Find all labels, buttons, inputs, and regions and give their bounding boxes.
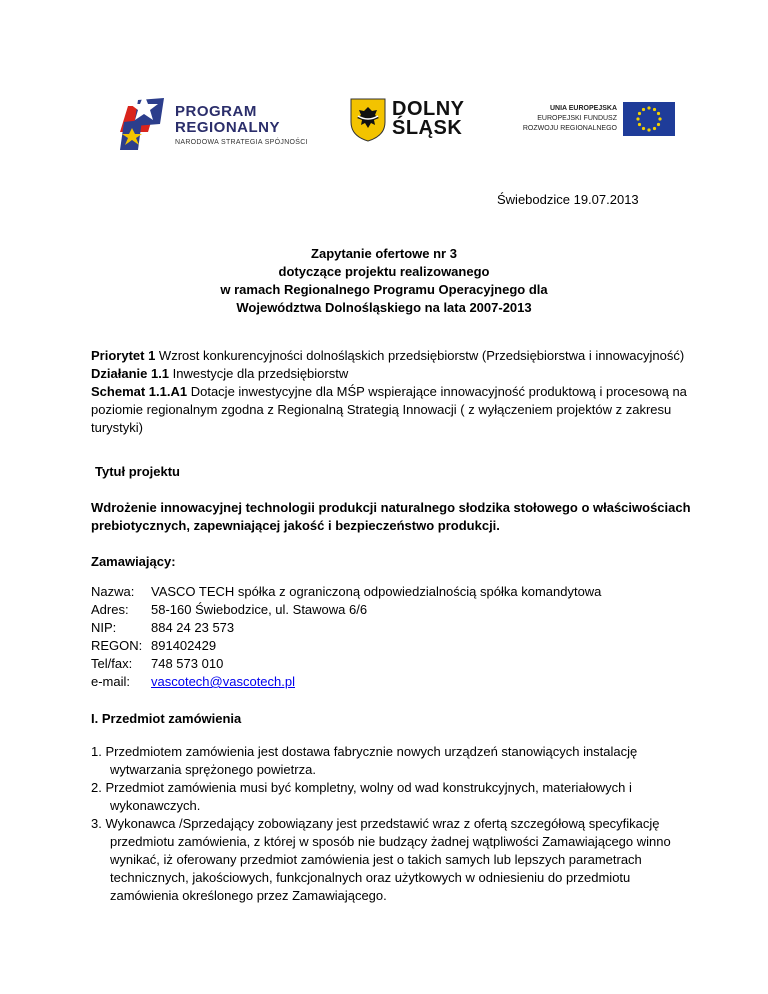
item-2-line-1: 2. Przedmiot zamówienia musi być kompletny, wolny od wad konstrukcyjnych, materiałowych i (91, 780, 632, 795)
field-label: NIP: (91, 620, 117, 635)
unia-europejska-logo (505, 102, 675, 142)
item-3-line-3: wynikać, iż oferowany przedmiot zamówienia jest o takich samych lub lepszych parametrach (110, 852, 642, 867)
item-2-line-2: wykonawczych. (110, 798, 201, 813)
heading-line-4: Województwa Dolnośląskiego na lata 2007-2013 (236, 300, 532, 315)
coat-of-arms-icon (350, 98, 386, 142)
dzialanie-line (91, 365, 348, 383)
field-value: 884 24 23 573 (151, 620, 235, 635)
field-label: Adres: (91, 602, 129, 617)
heading-line-1: Zapytanie ofertowe nr 3 (311, 246, 457, 261)
item-3-line-1: 3. Wykonawca /Sprzedający zobowiązany jest przedstawić wraz z ofertą szczegółową specyfikację (91, 816, 660, 831)
item-3-line-5: zamówienia określonego przez Zamawiającego. (110, 888, 387, 903)
dolny-line1: DOLNY (392, 98, 465, 120)
field-email (91, 673, 295, 691)
schemat-line-3: turystyki) (91, 420, 143, 435)
email-link[interactable]: vascotech@vascotech.pl (151, 674, 295, 689)
field-label: Nazwa: (91, 584, 135, 599)
field-value: 891402429 (151, 638, 217, 653)
schemat-label: Schemat 1.1.A1 (91, 384, 188, 399)
program-regionalny-emblem-icon (120, 92, 172, 152)
program-line1: PROGRAM (175, 103, 257, 120)
date-line: Świebodzice 19.07.2013 (497, 192, 639, 207)
heading-line-3: w ramach Regionalnego Programu Operacyjnego dla (220, 282, 548, 297)
priorytet-label: Priorytet 1 (91, 348, 156, 363)
priorytet-text: Wzrost konkurencyjności dolnośląskich przedsiębiorstw (Przedsiębiorstwa i innowacyjność) (155, 348, 685, 363)
orderer-label: Zamawiający: (91, 554, 176, 569)
ue-line3: ROZWOJU REGIONALNEGO (522, 125, 617, 132)
section-1-title: I. Przedmiot zamówienia (91, 711, 242, 726)
dolny-slask-logo (350, 98, 490, 148)
project-title-label: Tytuł projektu (95, 464, 180, 479)
field-label: e-mail: (91, 674, 131, 689)
item-1-line-2: wytwarzania sprężonego powietrza. (110, 762, 316, 777)
program-regionalny-logo (120, 92, 320, 152)
dolny-line2: ŚLĄSK (392, 117, 463, 139)
schemat-line-2: poziomie regionalnym zgodna z Regionalną Strategią Innowacji ( z wyłączeniem projektów z zakresu (91, 402, 672, 417)
program-line2: REGIONALNY (175, 119, 281, 136)
ue-line1: UNIA EUROPEJSKA (549, 105, 617, 112)
dzialanie-label: Działanie 1.1 (91, 366, 170, 381)
item-1-line-1: 1. Przedmiotem zamówienia jest dostawa fabrycznie nowych urządzeń stanowiących instalację (91, 744, 638, 759)
schemat-text: Dotacje inwestycyjne dla MŚP wspierające innowacyjność produktową i procesową na (187, 384, 687, 399)
field-regon (91, 637, 216, 655)
field-value: VASCO TECH spółka z ograniczoną odpowiedzialnością spółka komandytowa (151, 584, 602, 599)
heading-line-2: dotyczące projektu realizowanego (278, 264, 490, 279)
field-nazwa (91, 583, 601, 601)
field-value: 748 573 010 (151, 656, 224, 671)
item-3-line-2: przedmiotu zamówienia, z której w sposób nie budzący żadnej wątpliwości Zamawiającego winno (110, 834, 671, 849)
project-title-line-2: prebiotycznych, zapewniającej jakość i bezpieczeństwo produkcji. (91, 518, 500, 533)
field-adres (91, 601, 367, 619)
field-telfax (91, 655, 223, 673)
field-label: REGON: (91, 638, 143, 653)
schemat-line (91, 383, 687, 401)
program-subtitle: NARODOWA STRATEGIA SPÓJNOŚCI (175, 139, 308, 146)
item-3-line-4: technicznych, jakościowych, funkcjonalnych oraz użytkowych w odniesieniu do przedmiotu (110, 870, 631, 885)
project-title-line-1: Wdrożenie innowacyjnej technologii produkcji naturalnego słodzika stołowego o właściwościach (91, 500, 691, 515)
ue-line2: EUROPEJSKI FUNDUSZ (537, 115, 617, 122)
field-nip (91, 619, 234, 637)
dzialanie-text: Inwestycje dla przedsiębiorstw (169, 366, 349, 381)
field-label: Tel/fax: (91, 656, 133, 671)
priorytet-line (91, 347, 684, 365)
field-value: 58-160 Świebodzice, ul. Stawowa 6/6 (151, 602, 368, 617)
eu-flag-icon (623, 102, 675, 136)
